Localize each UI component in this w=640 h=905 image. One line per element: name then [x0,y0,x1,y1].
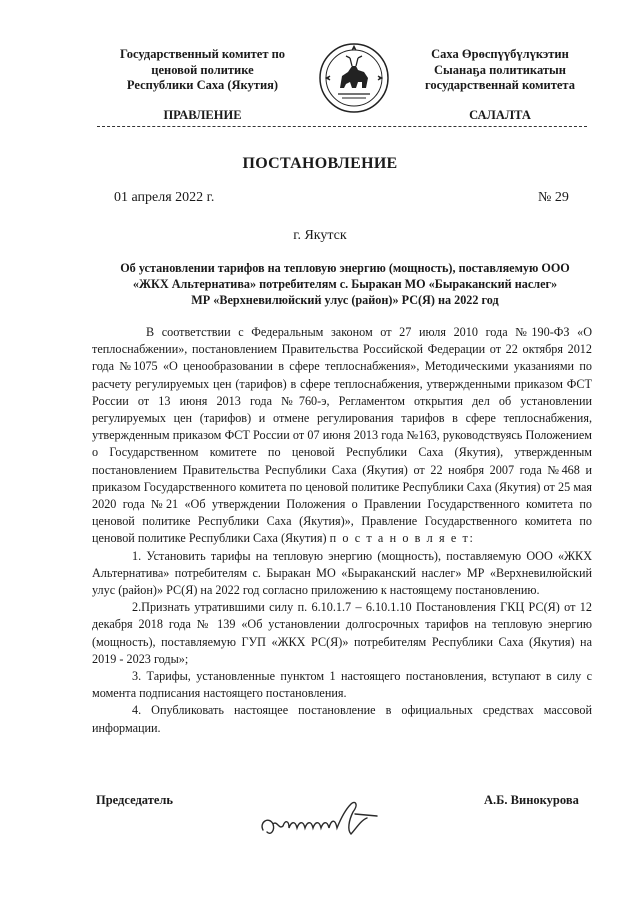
issuer-line: ценовой политике [151,62,254,77]
document-body [92,324,592,737]
subject-line: Об установлении тарифов на тепловую энергию (мощность), поставляемую ООО [120,261,570,275]
department-label-yakut: САЛАЛТА [469,108,531,122]
issuer-line: государственнай комитета [425,78,575,92]
issuer-name-russian [95,47,310,94]
decree-word: п о с т а н о в л я е т: [329,531,475,546]
issuer-line: Саха Өрөспүүбүлүкэтин [431,47,569,61]
document-number: № 29 [538,190,569,205]
preamble-text: В соответствии с Федеральным законом от 27 июля 2010 года №190-ФЗ «О теплоснабжении», постановлением Правительства Российской Федерации от 22 октября 2012 года №1075 «О ценообразовании в сфере теплоснабжения», Методическими указаниями по расчету регулируемых цен (тарифов) в сфере теплоснабжения, утвержденными приказом ФСТ России от 13 июня 2013 года №760-э, Регламентом открытия дел об установлении регулируемых цен (тарифов) и отмене регулирования тарифов в сфере теплоснабжения, утвержденным приказом ФСТ России от 07 июня 2013 года №163, руководствуясь Положением о Государственном комитете по ценовой Республики Саха (Якутия), утвержденным постановлением Правительства Республики Саха (Якутия) от 22 ноября 2007 года №468 и приказом Государственного комитета по ценовой политике Республики Саха (Якутия) от 25 мая 2020 года №21 «Об утверждении Положения о Правлении Государственного комитета по ценовой политике Республики Саха (Якутия)», Правление Государственного комитета по ценовой политике Республики Саха (Якутия) [92,325,592,546]
handwritten-signature [255,790,385,850]
decree-item: 2.Признать утратившими силу п. 6.10.1.7 – 6.10.1.10 Постановления ГКЦ РС(Я) от 12 декабря 2018 года № 139 «Об установлении долгосрочных тарифов на тепловую энергию (мощность), поставляемую ГУП «ЖКХ РС(Я)» потребителям Республики Саха (Якутия) на 2019 - 2023 годы»; [92,600,592,666]
signatory-name: А.Б. Винокурова [484,793,579,807]
issuer-line: Государственный комитет по [119,47,286,61]
department-label-russian: ПРАВЛЕНИЕ [163,108,242,122]
document-date: 01 апреля 2022 г. [114,190,215,205]
issuer-name-yakut [400,47,600,94]
document-subject [100,260,590,308]
header-divider [97,126,587,127]
subject-line: «ЖКХ Альтернатива» потребителям с. Быракан МО «Быраканский наслег» [132,277,558,291]
issuer-line: Сыанаҕа политикатын [434,62,566,77]
preamble-paragraph [92,324,592,548]
issuer-line: Республики Саха (Якутия) [126,78,279,92]
coat-of-arms-emblem [318,42,390,114]
document-type-title: ПОСТАНОВЛЕНИЕ [242,155,398,172]
subject-line: МР «Верхневилюйский улус (район)» РС(Я) на 2022 год [191,293,499,307]
signatory-position: Председатель [96,793,174,807]
document-city: г. Якутск [293,228,347,243]
decree-item: 3. Тарифы, установленные пунктом 1 настоящего постановления, вступают в силу с момента подписания настоящего постановления. [92,669,592,701]
decree-item: 4. Опубликовать настоящее постановление в официальных средствах массовой информации. [92,703,592,735]
decree-item: 1. Установить тарифы на тепловую энергию (мощность), поставляемую ООО «ЖКХ Альтернатива» потребителям с. Быракан МО «Быраканский наслег» МР «Верхневилюйский улус (район)» РС(Я) на 2022 год согласно приложению к настоящему постановлению. [92,548,592,598]
